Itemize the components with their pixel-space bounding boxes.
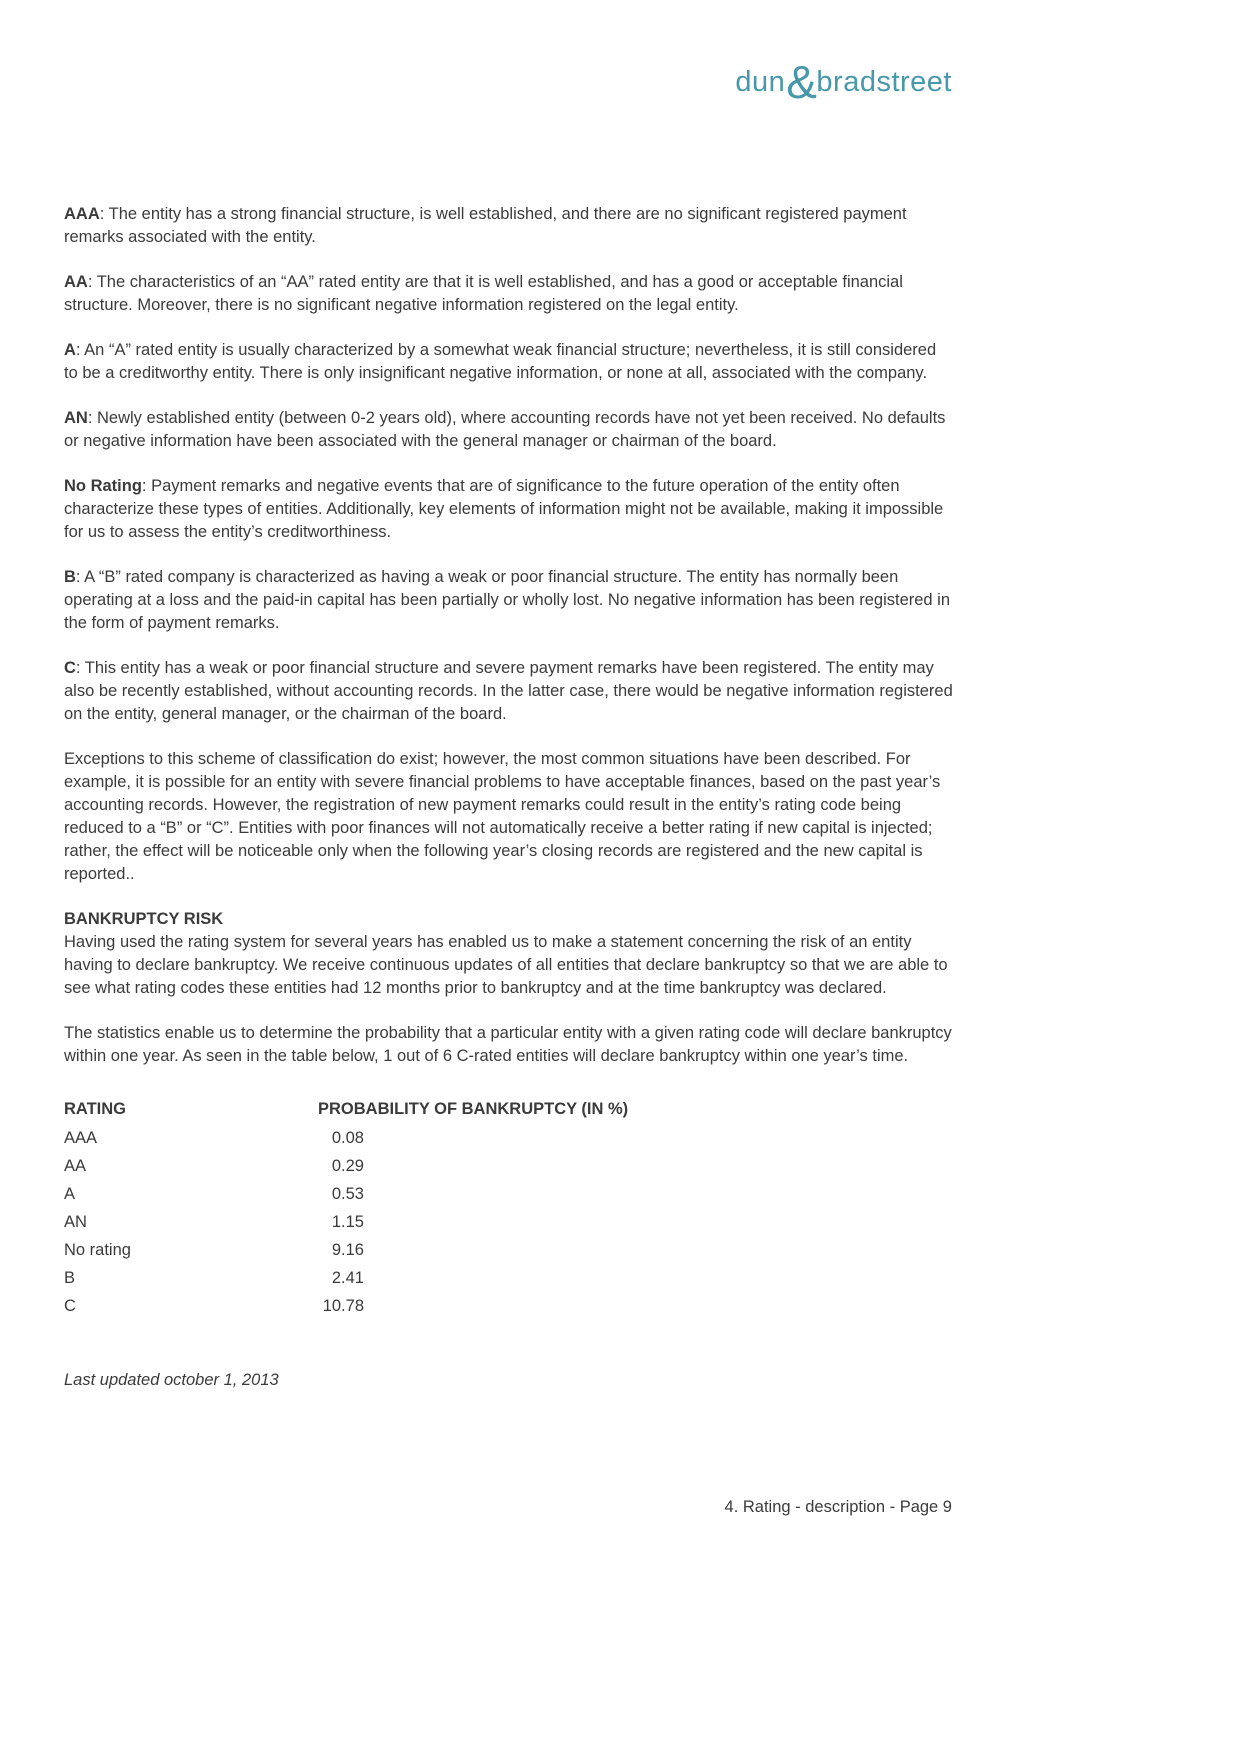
probability-cell: 9.16 bbox=[331, 1241, 364, 1259]
rating-cell: No rating bbox=[64, 1241, 131, 1259]
probability-cell: 0.53 bbox=[331, 1185, 364, 1203]
rating-cell: B bbox=[64, 1269, 76, 1287]
rating-description: : The entity has a strong financial structure, is well established, and there are no significant registered payment remarks associated with the entity. bbox=[64, 205, 907, 246]
table-row bbox=[64, 1127, 954, 1155]
bankruptcy-probability-table bbox=[64, 1098, 954, 1323]
rating-term: AAA bbox=[64, 205, 100, 223]
bankruptcy-paragraph-2: The statistics enable us to determine the probability that a particular entity with a given rating code will declare bankruptcy within one year. As seen in the table below, 1 out of 6 C-rated entities will declare bankruptcy within one year’s time. bbox=[64, 1024, 952, 1065]
rating-paragraph-b bbox=[64, 566, 954, 635]
bankruptcy-paragraph-1: Having used the rating system for several years has enabled us to make a statement concerning the risk of an entity having to declare bankruptcy. We receive continuous updates of all entities that declare bankruptcy so that we are able to see what rating codes these entities had 12 months prior to bankruptcy and at the time bankruptcy was declared. bbox=[64, 933, 948, 997]
rating-cell: A bbox=[64, 1185, 76, 1203]
table-row bbox=[64, 1211, 954, 1239]
rating-description: : A “B” rated company is characterized as having a weak or poor financial structure. The entity has normally been operating at a loss and the paid-in capital has been partially or wholly lost. No negative information has been registered in the form of payment remarks. bbox=[64, 568, 951, 632]
rating-description: : Newly established entity (between 0-2 years old), where accounting records have not yet been received. No defaults or negative information have been associated with the general manager or chairman of the board. bbox=[64, 409, 946, 450]
probability-cell: 2.41 bbox=[331, 1269, 364, 1287]
table-row bbox=[64, 1295, 954, 1323]
rating-term: No Rating bbox=[64, 477, 142, 495]
table-row bbox=[64, 1239, 954, 1267]
probability-column-header: PROBABILITY OF BANKRUPTCY (IN %) bbox=[318, 1100, 629, 1118]
rating-term: C bbox=[64, 659, 76, 677]
rating-paragraph-an bbox=[64, 407, 954, 453]
table-row bbox=[64, 1267, 954, 1295]
logo-bradstreet-text: bradstreet bbox=[816, 66, 952, 98]
ampersand-icon: & bbox=[786, 56, 818, 108]
probability-cell: 1.15 bbox=[331, 1213, 364, 1231]
document-body bbox=[64, 203, 954, 1409]
rating-paragraph-aa bbox=[64, 271, 954, 317]
rating-paragraph-no-rating bbox=[64, 475, 954, 544]
rating-cell: AAA bbox=[64, 1129, 98, 1147]
rating-paragraph-aaa bbox=[64, 203, 954, 249]
page-footer: 4. Rating - description - Page 9 bbox=[724, 1498, 952, 1516]
rating-paragraph-a bbox=[64, 339, 954, 385]
exceptions-paragraph: Exceptions to this scheme of classification do exist; however, the most common situations have been described. For example, it is possible for an entity with severe financial problems to have acceptable finances, based on the past year’s accounting records. However, the registration of new payment remarks could result in the entity’s rating code being reduced to a “B” or “C”. Entities with poor finances will not automatically receive a better rating if new capital is injected; rather, the effect will be noticeable only when the following year’s closing records are registered and the new capital is reported.. bbox=[64, 750, 941, 883]
rating-term: AN bbox=[64, 409, 88, 427]
probability-cell: 0.08 bbox=[331, 1129, 364, 1147]
probability-cell: 10.78 bbox=[322, 1297, 364, 1315]
table-row bbox=[64, 1155, 954, 1183]
rating-cell: AA bbox=[64, 1157, 87, 1175]
rating-term: A bbox=[64, 341, 76, 359]
rating-cell: AN bbox=[64, 1213, 87, 1231]
last-updated-note: Last updated october 1, 2013 bbox=[64, 1371, 279, 1389]
rating-description: : This entity has a weak or poor financial structure and severe payment remarks have been registered. The entity may also be recently established, without accounting records. In the latter case, there would be negative information registered on the entity, general manager, or the chairman of the board. bbox=[64, 659, 953, 723]
rating-paragraph-c bbox=[64, 657, 954, 726]
bankruptcy-risk-heading: BANKRUPTCY RISK bbox=[64, 910, 224, 928]
logo-dun-text: dun bbox=[735, 66, 786, 98]
table-row bbox=[64, 1183, 954, 1211]
dun-bradstreet-logo bbox=[64, 56, 952, 108]
table-header-row bbox=[64, 1098, 954, 1127]
rating-term: B bbox=[64, 568, 76, 586]
rating-column-header: RATING bbox=[64, 1100, 127, 1118]
rating-description: : An “A” rated entity is usually characterized by a somewhat weak financial structure; nevertheless, it is still considered to be a creditworthy entity. There is only insignificant negative information, or none at all, associated with the company. bbox=[64, 341, 937, 382]
probability-cell: 0.29 bbox=[331, 1157, 364, 1175]
rating-description: : The characteristics of an “AA” rated entity are that it is well established, and has a good or acceptable financial structure. Moreover, there is no significant negative information registered on the legal entity. bbox=[64, 273, 903, 314]
rating-term: AA bbox=[64, 273, 88, 291]
rating-description: : Payment remarks and negative events that are of significance to the future operation of the entity often characterize these types of entities. Additionally, key elements of information might not be available, making it impossible for us to assess the entity’s creditworthiness. bbox=[64, 477, 944, 541]
rating-cell: C bbox=[64, 1297, 76, 1315]
